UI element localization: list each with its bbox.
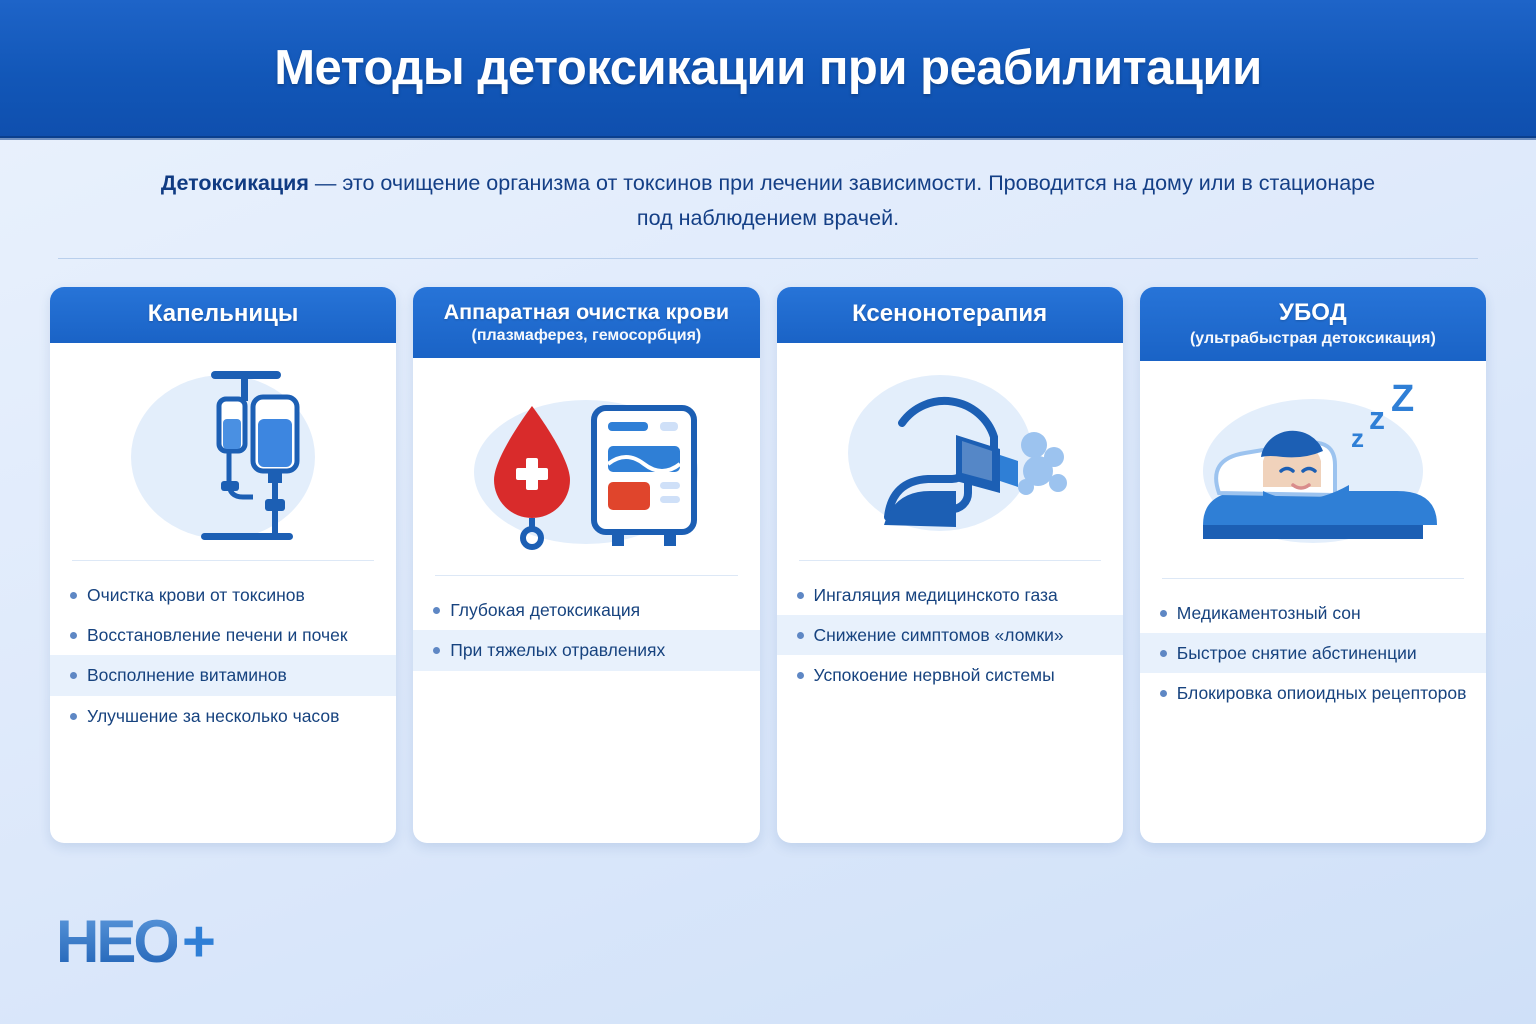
bullet-text: Глубокая детоксикация — [450, 599, 641, 620]
bullet-text: Восстановление печени и почек — [87, 625, 348, 646]
bullet-dot-icon — [70, 632, 77, 639]
list-item — [50, 696, 396, 736]
bullet-dot-icon — [797, 592, 804, 599]
bullet-dot-icon — [433, 607, 440, 614]
bullet-text: Очистка крови от токсинов — [87, 584, 305, 605]
card-separator — [435, 575, 737, 576]
intro-rest: — это очищение организма от токсинов при лечении зависимости. Проводится на дому или в стационаре под наблюдением врачей. — [308, 171, 1376, 230]
logo-plus-icon: + — [182, 909, 216, 974]
method-card-apparatnaya-ochistka[interactable] — [413, 287, 759, 843]
card-subtitle: (ультрабыстрая детоксикация) — [1189, 329, 1436, 347]
card-illustration — [50, 343, 396, 561]
intro-text — [150, 166, 1386, 236]
bullet-text: Медикаментозный сон — [1176, 602, 1361, 623]
card-header — [413, 287, 759, 358]
bullet-text: Успокоение нервной системы — [813, 665, 1055, 686]
method-card-ksenonoterapiya[interactable] — [777, 287, 1123, 843]
card-header — [1140, 287, 1486, 361]
card-title: Капельницы — [147, 300, 299, 328]
svg-text:Z: Z — [1390, 377, 1415, 420]
list-item — [1140, 633, 1486, 673]
iv-drip-icon — [93, 357, 353, 547]
sedated-sleep-icon — [1163, 375, 1463, 565]
list-item — [413, 630, 759, 670]
card-title: Аппаратная очистка крови — [443, 299, 730, 324]
bullet-text: Восполнение витаминов — [87, 665, 287, 686]
card-illustration — [413, 358, 759, 576]
card-subtitle: (плазмаферез, гемосорбция) — [471, 326, 702, 344]
intro-section — [0, 136, 1536, 236]
bullet-dot-icon — [1160, 610, 1167, 617]
list-item — [777, 615, 1123, 655]
bullet-dot-icon — [1160, 650, 1167, 657]
methods-card-row — [0, 259, 1536, 843]
method-card-kapelnitsy[interactable] — [50, 287, 396, 843]
page-title: Методы детоксикации при реабилитации — [274, 41, 1262, 95]
card-bullet-list — [413, 576, 759, 689]
bullet-dot-icon — [433, 647, 440, 654]
card-bullet-list — [777, 561, 1123, 714]
page-header — [0, 0, 1536, 136]
card-separator — [1162, 578, 1464, 579]
card-bullet-list — [50, 561, 396, 755]
bullet-dot-icon — [1160, 690, 1167, 697]
bullet-text: Ингаляция медицинското газа — [813, 584, 1058, 605]
card-header — [777, 287, 1123, 343]
list-item — [50, 655, 396, 695]
bullet-dot-icon — [797, 672, 804, 679]
bullet-dot-icon — [70, 592, 77, 599]
bullet-text: При тяжелых отравлениях — [450, 640, 666, 661]
list-item — [413, 590, 759, 630]
svg-text:z: z — [1368, 399, 1385, 436]
bullet-dot-icon — [70, 672, 77, 679]
brand-logo — [56, 907, 216, 976]
bullet-text: Быстрое снятие абстиненции — [1176, 642, 1417, 663]
logo-text: НЕО — [56, 908, 178, 975]
list-item — [50, 575, 396, 615]
bullet-dot-icon — [70, 713, 77, 720]
card-illustration — [1140, 361, 1486, 579]
card-header — [50, 287, 396, 343]
blood-purification-icon — [446, 372, 726, 562]
card-bullet-list — [1140, 579, 1486, 732]
bullet-dot-icon — [797, 632, 804, 639]
list-item — [777, 575, 1123, 615]
xenon-inhalation-icon — [810, 357, 1090, 547]
card-illustration — [777, 343, 1123, 561]
bullet-text: Снижение симптомов «ломки» — [813, 625, 1064, 646]
card-title: УБОД — [1279, 298, 1347, 326]
card-separator — [72, 560, 374, 561]
svg-text:z: z — [1350, 422, 1364, 453]
method-card-ubod[interactable] — [1140, 287, 1486, 843]
list-item — [50, 615, 396, 655]
list-item — [1140, 593, 1486, 633]
list-item — [777, 655, 1123, 695]
list-item — [1140, 673, 1486, 713]
card-separator — [799, 560, 1101, 561]
intro-lead: Детоксикация — [160, 171, 309, 195]
bullet-text: Улучшение за несколько часов — [87, 705, 340, 726]
bullet-text: Блокировка опиоидных рецепторов — [1176, 683, 1467, 704]
card-title: Ксенонотерапия — [852, 300, 1048, 328]
